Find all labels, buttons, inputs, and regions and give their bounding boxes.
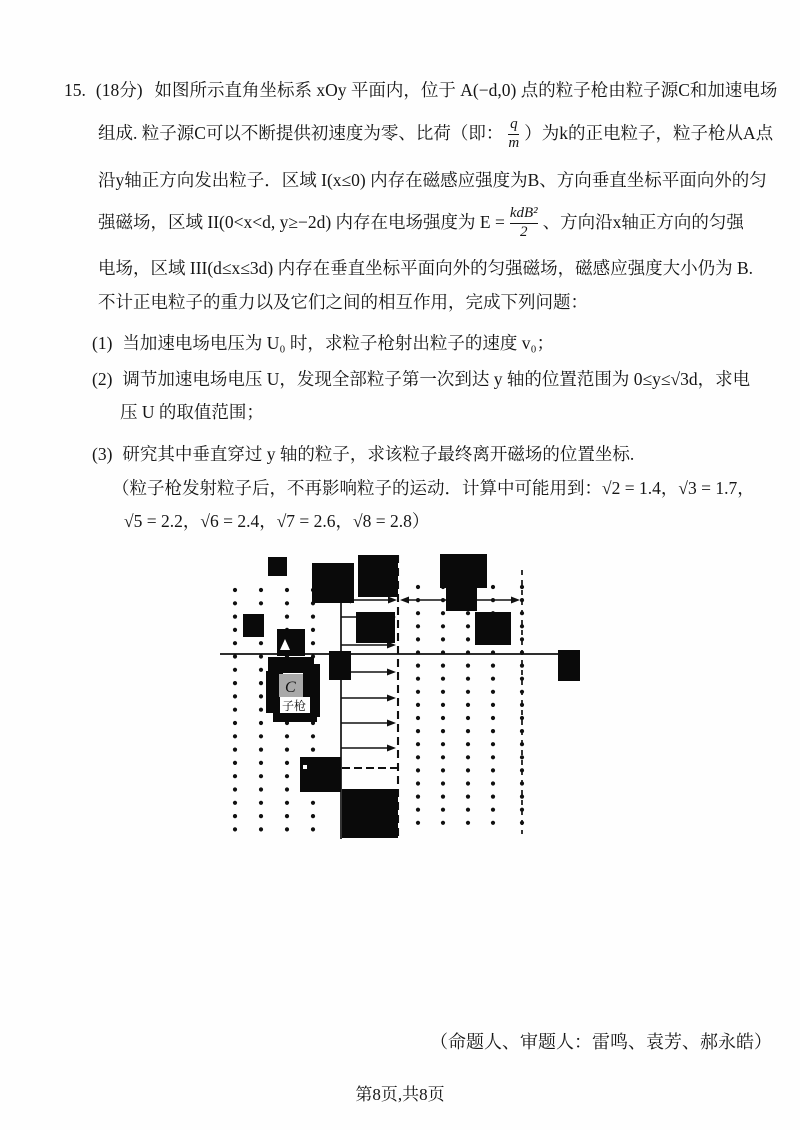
field-dot xyxy=(441,729,445,733)
field-dot xyxy=(285,814,289,818)
problem-number: 15. xyxy=(64,80,86,100)
field-dot xyxy=(416,664,420,668)
scan-blob-B-label xyxy=(243,614,264,637)
field-dot xyxy=(416,703,420,707)
field-dot xyxy=(233,681,237,685)
problem-text-4a: 强磁场，区域 II(0<x<d, y≥−2d) 内存在电场强度为 E = xyxy=(98,212,505,233)
field-dot xyxy=(285,787,289,791)
field-dot xyxy=(259,694,263,698)
field-dot xyxy=(285,601,289,605)
field-dot xyxy=(466,768,470,772)
field-dot xyxy=(416,808,420,812)
field-dot xyxy=(491,690,495,694)
field-dot xyxy=(259,681,263,685)
problem-text-1: 如图所示直角坐标系 xOy 平面内，位于 A(−d,0) 点的粒子枪由粒子源C和加速电场 xyxy=(154,80,778,100)
page-footer: 第8页,共8页 xyxy=(355,1085,445,1104)
field-dot xyxy=(416,755,420,759)
field-dot xyxy=(491,742,495,746)
field-dot xyxy=(520,795,524,799)
problem-line-1 xyxy=(64,80,777,102)
field-dot xyxy=(233,588,237,592)
field-dot xyxy=(285,801,289,805)
field-dot xyxy=(259,641,263,645)
field-dot xyxy=(466,755,470,759)
field-dot xyxy=(233,774,237,778)
scan-blob xyxy=(268,557,287,576)
gun-label: 子枪 xyxy=(282,699,307,713)
field-dot xyxy=(491,677,495,681)
blob-white-speck xyxy=(303,765,307,769)
field-dot xyxy=(233,801,237,805)
field-dot xyxy=(233,814,237,818)
field-dot xyxy=(441,690,445,694)
field-dot xyxy=(233,708,237,712)
field-dot xyxy=(466,716,470,720)
field-dot xyxy=(416,821,420,825)
field-dot xyxy=(441,716,445,720)
field-dot xyxy=(441,677,445,681)
field-dot xyxy=(466,690,470,694)
field-dot xyxy=(491,585,495,589)
field-dot xyxy=(520,755,524,759)
field-dot xyxy=(466,677,470,681)
field-dot xyxy=(441,781,445,785)
field-dot xyxy=(491,808,495,812)
field-dot xyxy=(520,716,524,720)
field-dot xyxy=(233,827,237,831)
question-1 xyxy=(92,333,554,355)
field-dot xyxy=(311,801,315,805)
field-dot xyxy=(491,703,495,707)
question-2-number: (2) xyxy=(92,369,113,389)
field-dot xyxy=(491,729,495,733)
fraction-numerator: kdB² xyxy=(509,204,538,221)
field-dot xyxy=(259,761,263,765)
field-dot xyxy=(233,601,237,605)
question-2 xyxy=(92,369,750,391)
field-dot xyxy=(466,781,470,785)
question-2-text: 调节加速电场电压 U，发现全部粒子第一次到达 y 轴的位置范围为 0≤y≤√3d，求电 xyxy=(122,369,751,389)
charge-mass-ratio-fraction xyxy=(508,117,519,152)
field-dot xyxy=(233,615,237,619)
field-dot xyxy=(233,748,237,752)
field-dot xyxy=(441,664,445,668)
question-1-number: (1) xyxy=(92,333,113,353)
field-dot xyxy=(441,768,445,772)
field-dot xyxy=(259,654,263,658)
field-dot xyxy=(466,729,470,733)
field-dot xyxy=(233,668,237,672)
field-dot xyxy=(416,585,420,589)
field-dot xyxy=(416,781,420,785)
field-dot xyxy=(416,768,420,772)
field-dot xyxy=(441,624,445,628)
field-dot xyxy=(466,821,470,825)
particle-gun xyxy=(266,657,320,722)
field-dot xyxy=(233,787,237,791)
problem-text-2a: 组成. 粒子源C可以不断提供初速度为零、比荷（即： xyxy=(98,123,504,144)
scan-blob-E-label xyxy=(356,612,395,643)
field-dot xyxy=(416,677,420,681)
question-note-1: （粒子枪发射粒子后，不再影响粒子的运动．计算中可能用到：√2 = 1.4，√3 = 1.7， xyxy=(112,478,755,498)
fraction-denominator: m xyxy=(508,134,520,151)
field-dot xyxy=(416,729,420,733)
particle-source-label: C xyxy=(285,679,296,696)
field-dot xyxy=(466,808,470,812)
field-dot xyxy=(259,748,263,752)
field-dot xyxy=(311,641,315,645)
question-note-2: √5 = 2.2，√6 = 2.4，√7 = 2.6，√8 = 2.8） xyxy=(124,511,430,531)
question-3-text: 研究其中垂直穿过 y 轴的粒子，求该粒子最终离开磁场的位置坐标. xyxy=(122,444,635,464)
scan-blob-A-label xyxy=(277,629,305,656)
scan-blob-minus2d-label xyxy=(300,757,341,792)
field-dot xyxy=(285,615,289,619)
scan-blob xyxy=(440,554,487,588)
field-dot xyxy=(233,628,237,632)
field-dot xyxy=(233,641,237,645)
field-strength-fraction xyxy=(510,206,538,241)
field-dot xyxy=(311,827,315,831)
scan-blob-x-label xyxy=(558,650,580,681)
field-dot xyxy=(259,668,263,672)
field-dot xyxy=(441,742,445,746)
field-dot xyxy=(233,654,237,658)
problem-line-5: 电场，区域 III(d≤x≤3d) 内存在垂直坐标平面向外的匀强磁场，磁感应强度大小仍为 B. xyxy=(98,258,754,278)
field-dot xyxy=(285,588,289,592)
field-dot xyxy=(491,755,495,759)
scan-blob xyxy=(342,789,398,838)
field-dot xyxy=(285,734,289,738)
field-dot xyxy=(285,761,289,765)
fraction-denominator: 2 xyxy=(520,223,528,240)
credits-line: （命题人、审题人：雷鸣、袁芳、郝永皓） xyxy=(430,1032,772,1052)
field-dot xyxy=(311,814,315,818)
question-2-continuation: 压 U 的取值范围； xyxy=(120,402,264,422)
problem-line-2 xyxy=(98,113,773,155)
field-dot xyxy=(233,761,237,765)
field-dot xyxy=(416,742,420,746)
field-dot xyxy=(259,827,263,831)
field-dot xyxy=(416,611,420,615)
field-dot xyxy=(491,768,495,772)
field-dot xyxy=(285,827,289,831)
scan-blob-O-label xyxy=(329,651,351,680)
field-dot xyxy=(520,585,524,589)
field-dot xyxy=(466,624,470,628)
field-dot xyxy=(416,624,420,628)
problem-score: (18分) xyxy=(95,80,143,100)
field-dot xyxy=(466,664,470,668)
field-dot xyxy=(466,703,470,707)
field-dot xyxy=(285,774,289,778)
field-dot xyxy=(259,774,263,778)
field-dot xyxy=(441,755,445,759)
scan-blob xyxy=(475,612,511,645)
field-dot xyxy=(285,748,289,752)
field-dot xyxy=(259,588,263,592)
problem-text-2b: ）为k的正电粒子，粒子枪从A点 xyxy=(524,123,774,144)
field-dot xyxy=(259,601,263,605)
field-dot xyxy=(491,716,495,720)
field-dot xyxy=(311,628,315,632)
field-dot xyxy=(233,721,237,725)
field-dot xyxy=(466,637,470,641)
problem-text-4b: 、方向沿x轴正方向的匀强 xyxy=(542,212,744,233)
question-3 xyxy=(92,444,634,466)
field-dot xyxy=(441,795,445,799)
question-1-text: 当加速电场电压为 U₀ 时，求粒子枪射出粒子的速度 v₀； xyxy=(122,333,555,353)
field-dot xyxy=(466,611,470,615)
field-dot xyxy=(259,708,263,712)
scan-blob xyxy=(358,555,398,597)
problem-line-4 xyxy=(98,200,744,246)
field-dot xyxy=(416,690,420,694)
physics-figure xyxy=(215,550,595,850)
field-dot xyxy=(491,664,495,668)
field-dot xyxy=(416,637,420,641)
field-dot xyxy=(259,787,263,791)
field-dot xyxy=(491,781,495,785)
field-dot xyxy=(416,795,420,799)
field-dot xyxy=(491,821,495,825)
field-dot xyxy=(311,734,315,738)
field-dot xyxy=(233,694,237,698)
field-dot xyxy=(259,801,263,805)
field-dot xyxy=(311,615,315,619)
field-dot xyxy=(416,716,420,720)
field-dot xyxy=(233,734,237,738)
field-dot xyxy=(466,742,470,746)
field-dot xyxy=(466,795,470,799)
field-dot xyxy=(441,637,445,641)
field-dot xyxy=(441,703,445,707)
field-dot xyxy=(441,611,445,615)
field-dot xyxy=(491,795,495,799)
field-dot xyxy=(259,734,263,738)
field-dot xyxy=(441,808,445,812)
problem-line-6: 不计正电粒子的重力以及它们之间的相互作用，完成下列问题： xyxy=(98,292,588,312)
scan-blob-2d-label xyxy=(446,588,477,611)
problem-line-3: 沿y轴正方向发出粒子．区域 I(x≤0) 内存在磁感应强度为B、方向垂直坐标平面向外的匀 xyxy=(98,170,767,190)
field-dot xyxy=(441,821,445,825)
question-3-number: (3) xyxy=(92,444,113,464)
field-dot xyxy=(311,748,315,752)
field-dot xyxy=(259,721,263,725)
fraction-numerator: q xyxy=(510,115,518,132)
field-dot xyxy=(259,814,263,818)
scan-blob-y-label xyxy=(312,563,354,603)
